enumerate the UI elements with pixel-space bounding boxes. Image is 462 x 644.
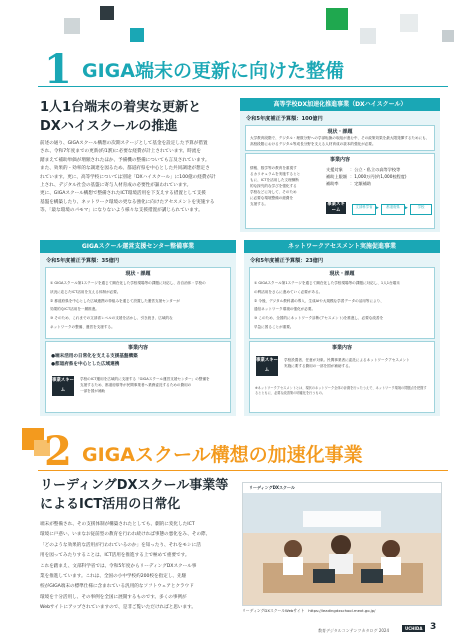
dx-status-head: 現状・課題 <box>327 129 353 135</box>
cube-light <box>400 14 418 32</box>
dx-term-value: ：定額補助 <box>350 181 371 186</box>
status-line: ① GIGAスクール第1ステージを通じて顕在化した学校現場等の課題に対応し、1人1台端末 <box>254 281 400 285</box>
cube-green <box>326 8 348 30</box>
body-line: 「どのような効果的な活用が行われているのか」を知ったり、それをモシに活 <box>40 542 201 548</box>
support-scheme-text <box>80 376 226 394</box>
dx-scheme-chip: 学校 <box>410 204 432 215</box>
status-line: 早急に図ることが重要。 <box>254 324 294 329</box>
dx-status-text <box>250 135 430 147</box>
body-line: 業を推進しています。これは、全国の小中学校約200校を指定し、先駆 <box>40 574 187 580</box>
website-brand: リーディングDXスクール <box>249 485 295 490</box>
dx-term-row <box>326 180 430 187</box>
student-head <box>284 540 302 558</box>
lead-title-line: によるICT活用の日常化 <box>40 497 181 512</box>
network-note: ※ネットワークアセスメントとは、現状のネットワーク全体の計測を行ったうえで、ネットワーク環境の問題点を把握するとともに、必要な改善策の明確化を行うもの。 <box>255 386 427 396</box>
support-status-head: 現状・課題 <box>125 271 151 277</box>
content-line: 支援する。 <box>250 202 268 206</box>
support-content-head: 事業内容 <box>127 345 148 351</box>
dx-highschool-panel <box>240 98 440 232</box>
network-scheme-tag: 事業スキーム <box>256 356 278 376</box>
lead-title-line: 1人1台端末の着実な更新と <box>40 100 202 115</box>
support-scheme-tag: 事業スキーム <box>52 376 74 396</box>
student-head <box>331 535 351 555</box>
content-line: 情報、数学等の教育を重視す <box>250 166 297 170</box>
footer-brand-logo: UCHIDA <box>402 625 425 632</box>
student-body <box>381 557 401 575</box>
body-line: れています。更に、高等学校については別途「DXハイスクール」に100億の経費が計 <box>40 174 216 180</box>
body-line: 環境を十分活用し、その事例を全国に展開するものです。多くの事例が <box>40 594 187 600</box>
section-1-title: GIGA端末の更新に向けた整備 <box>82 60 344 82</box>
cube-dark <box>100 6 114 20</box>
page-number: 3 <box>430 622 437 632</box>
content-line: に必要な環境整備の経費を <box>250 196 294 200</box>
dx-content-text <box>250 165 322 207</box>
scheme-line: 学校設置者、任意が対象。民間事業者に委託によるネットワークアセスメント <box>284 358 410 362</box>
support-center-budget: 令和5年度補正予算額：35億円 <box>46 258 120 264</box>
body-line: 校がGIGA端末の標準仕様に含まれている汎用的なソフトウェアとクラウド <box>40 584 194 590</box>
body-line: 更に、GIGAスクール構想で整備されたICT環境活用を下支えする措置として支援 <box>40 191 206 197</box>
dx-terms <box>326 166 430 187</box>
content-line: もに、ICTを活用した文理横断 <box>250 178 299 182</box>
lead-title-line: DXハイスクールの推進 <box>40 119 178 134</box>
network-panel-budget: 令和5年度補正予算額：23億円 <box>250 258 324 264</box>
body-line: Webサイトにアップされていますので、是非ご覧いただければと思います。 <box>40 605 196 611</box>
dx-term-label: 補助上限額 <box>326 174 347 179</box>
body-line: また、効果的・効率的な調達を図るため、都道府県を中心とした共同調達が想定さ <box>40 166 210 172</box>
network-status-head: 現状・課題 <box>329 271 355 277</box>
dx-status-box <box>245 125 435 151</box>
network-panel-header: ネットワークアセスメント実施促進事業 <box>244 240 440 253</box>
status-line: ② 今後、デジタル教科書の導入、生成AIや大規模な学習データの活用等により、 <box>254 298 384 303</box>
section-2-lead-title <box>40 476 240 514</box>
lead-title-line: リーディングDXスクール事業等 <box>40 478 229 493</box>
hero-overlay-card <box>303 511 381 527</box>
network-scheme-text <box>284 357 430 369</box>
content-bullet: ●都道府県を中心とした広域連携 <box>51 362 120 367</box>
network-status-text <box>254 279 430 332</box>
section-2-body <box>40 520 230 614</box>
content-bullet: ●端末活用の日常化を支える支援基盤構築 <box>51 354 138 359</box>
dx-panel-budget: 令和5年度補正予算額：100億円 <box>246 116 323 122</box>
content-line: 学校などに対して、そのため <box>250 190 297 194</box>
dx-scheme-tag: 事業スキーム <box>327 202 345 213</box>
status-line: ② 都道府県を中心とした広域連携の枠組みを通じて設置した運営支援センターが <box>50 298 180 303</box>
dx-content-head: 事業内容 <box>329 157 350 163</box>
status-line: 大学教育段階で、デジタル・理数分野への学部転換の取組が進む中、その政策効果を最大限発揮するためにも、 <box>250 136 430 140</box>
network-status-box <box>249 267 435 339</box>
dx-term-label: 支援対象 <box>326 167 343 172</box>
dx-term-row <box>326 166 430 173</box>
body-line: 端末が整備され、その支援体制が構築されたとしても、劇的に変化したICT <box>40 522 195 527</box>
section-1-lead-title <box>40 98 240 136</box>
website-caption: リーディングDXスクールWebサイト https://leadingdxschool.mext.go.jp/ <box>242 608 376 613</box>
status-line: ネットワークの整備、運営を支援する。 <box>50 324 115 329</box>
status-line: ① GIGAスクール第1ステージを通じて顕在化した学校現場等の課題に対応し、各自治体・学校の <box>50 281 206 285</box>
scheme-line: 学校のICT運用を広域的に支援する「GIGAスクール運営支援センター」の整備を <box>80 377 210 381</box>
support-status-text <box>50 279 226 332</box>
network-assessment-panel <box>244 240 440 416</box>
scheme-line: 実施に要する費用の一部を国が補助する。 <box>284 364 353 368</box>
student-head <box>382 540 400 558</box>
arrow-right-icon: ▶ <box>375 205 379 211</box>
dx-term-value: ：1,000万円(約1,000校程度) <box>350 174 407 179</box>
status-line: 状況に応じたICT活用を支える体制が必要。 <box>50 289 121 294</box>
cube-light <box>360 28 376 44</box>
support-center-panel <box>40 240 236 416</box>
section-2-rule <box>38 470 448 471</box>
footer-catalog-title: 教育デジタルコンテンツカタログ 2024 <box>318 628 390 633</box>
body-line: 用を図ってみたりすることは、ICT活用を推進する上で極めて重要です。 <box>40 553 190 559</box>
body-line: され、令和7年度までの更新(約1割)に必要な経費が計上されています。時流を <box>40 149 201 155</box>
body-line: 基盤を構築したり、ネットワーク環境の更なる強化に向けたアセスメントを実施する <box>40 199 215 205</box>
section-2-number: 2 <box>44 428 72 475</box>
dx-scheme-chip: 都道府県 <box>381 204 405 215</box>
dx-term-row <box>326 173 430 180</box>
body-line: 環境に戸惑い、いまなお従前型の教育を行われ続ければ事態の悪化をみ、その際、 <box>40 532 211 538</box>
network-content-box <box>249 341 435 413</box>
cube-gray <box>64 18 80 34</box>
status-line: ③ このため、全国的にネットワーク診断(アセスメント)を推進し、必要な改善を <box>254 316 384 321</box>
body-line: 上され、デジタル社会の基盤に寄与人材育成の必要性が謳われています。 <box>40 183 192 189</box>
support-bullets <box>51 353 138 369</box>
status-line: の利活用をさらに進めていく必要がある。 <box>254 289 323 294</box>
leading-dx-website-screenshot <box>242 482 442 606</box>
status-line: ③ そのため、これまでの文部省レベルの支援を活かし、引き続き、広域的な <box>50 316 173 321</box>
support-center-header: GIGAスクール運営支援センター整備事業 <box>40 240 236 253</box>
scheme-line: 一部を国が補助 <box>80 389 106 393</box>
tablet <box>313 569 335 583</box>
tablet <box>361 569 383 583</box>
section-1-body <box>40 140 232 216</box>
dx-panel-header: 高等学校DX加速化推進事業（DXハイスクール） <box>240 98 440 111</box>
student-body <box>283 557 303 575</box>
support-status-box <box>45 267 231 339</box>
cube-teal <box>130 28 144 42</box>
scheme-line: 支援するため、都道府県等が民間事業者へ業務委託するための費用の <box>80 383 192 387</box>
section-1-rule <box>38 86 448 87</box>
body-line: 前述の通り、GIGAスクール構想の次期ステージとして基金を設定した予算が措置 <box>40 141 208 146</box>
body-line: 等、「最な環境のパモマ」になりないよう様々な支援措置が講じられています。 <box>40 208 203 214</box>
status-line: 通信ネットワーク環境の強化が必要。 <box>254 307 316 312</box>
network-content-head: 事業内容 <box>331 345 352 351</box>
content-line: るカリキュラムを実施するとと <box>250 172 301 176</box>
body-line: 踏まえて補助単価が増額されたほか、予備機の整備についても言及されています。 <box>40 157 210 163</box>
dx-term-label: 補助率 <box>326 181 339 186</box>
body-line: これを踏まえ、文部科学省では、令和5年度からリーディングDXスクール事 <box>40 563 197 569</box>
status-line: 高校段階におけるデジタル等成長分野を支える人材育成の抜本的強化が必要。 <box>250 142 376 146</box>
status-line: 効果的なICT活用を一層推進。 <box>50 307 99 312</box>
section-2-title: GIGAスクール構想の加速化事業 <box>82 444 363 466</box>
arrow-right-icon: ▶ <box>404 205 408 211</box>
support-content-box <box>45 341 231 413</box>
dx-scheme-chip: 文部科学省 <box>352 204 376 215</box>
dx-content-box <box>245 153 435 229</box>
website-hero-image <box>243 493 441 605</box>
dx-term-value: ：公立・私立の高等学校等 <box>350 167 401 172</box>
section-1-number: 1 <box>44 46 72 93</box>
content-line: 的な探究的な学びを強化する <box>250 184 297 188</box>
cube-gray <box>442 30 454 42</box>
